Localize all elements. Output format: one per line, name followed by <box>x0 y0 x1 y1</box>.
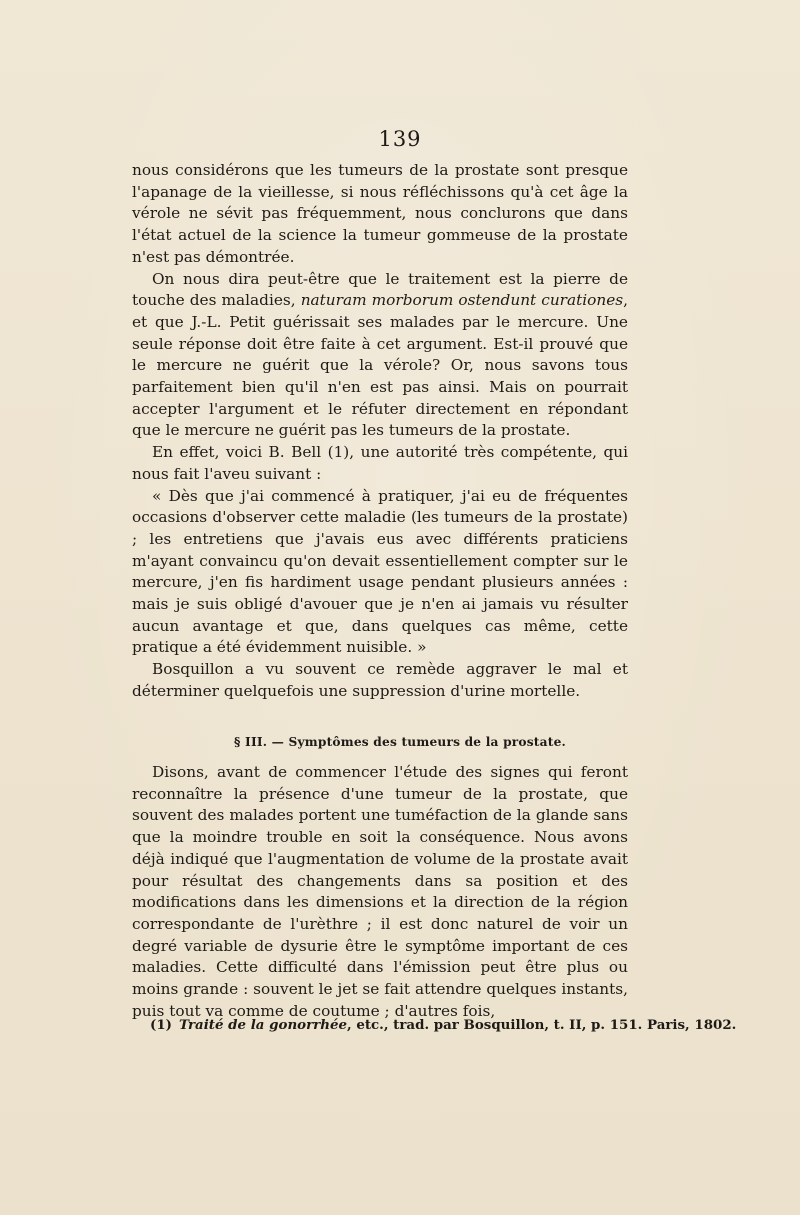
paragraph-2-start: On nous dira peut-être que le traitement est la pierre de touche des maladies, <box>132 269 628 310</box>
page-number: 139 <box>378 127 422 151</box>
footnote-title: Traité de la gonorrhée <box>179 1017 347 1033</box>
main-text-block <box>132 160 628 703</box>
section-paragraph-1: Disons, avant de commencer l'étude des signes qui feront reconnaître la présence d'une tumeur de la prostate, que souvent des malades portent une tuméfaction de la glande sans que la moindre trouble en soit la conséquence. Nous avons déjà indiqué que l'augmentation de volume de la prostate avait pour résultat des changements dans sa position et des modifications dans les dimensions et la direction de la région correspondante de l'urèthre ; il est donc naturel de voir un degré variable de dysurie être le symptôme important de ces maladies. Cette difficulté dans l'émission peut être plus ou moins grande : souvent le jet se fait attendre quelques instants, puis tout va comme de coutume ; d'autres fois, <box>132 763 628 1020</box>
paragraph-2-end: , et que J.-L. Petit guérissait ses malades par le mercure. Une seule réponse doit être faite à cet argument. Est-il prouvé que le mercure ne guérit que la vérole? Or, nous savons tous parfaitement bien qu'il n'en est pas ainsi. Mais on pourrait accepter l'argument et le réfuter directement en répondant que le mercure ne guérit pas les tumeurs de la prostate. <box>132 291 628 440</box>
footnote-reference: , etc., trad. par Bosquillon, t. II, p. 151. Paris, 1802. <box>347 1017 737 1033</box>
paragraph-4-quote: « Dès que j'ai commencé à pratiquer, j'ai eu de fréquentes occasions d'observer cette maladie (les tumeurs de la prostate) ; les entretiens que j'avais eus avec différents praticiens m'ayant convaincu qu'on devait essentiellement compter sur le mercure, j'en fis hardiment usage pendant plusieurs années : mais je suis obligé d'avouer que je n'en ai jamais vu résulter aucun avantage et que, dans quelques cas même, cette pratique a été évidemment nuisible. » <box>132 486 628 657</box>
footnote <box>150 1016 737 1034</box>
section-text-block <box>132 762 628 1022</box>
paragraph-2 <box>132 269 628 443</box>
footnote-marker: (1) <box>150 1017 172 1033</box>
section-heading: § III. — Symptômes des tumeurs de la prostate. <box>234 735 566 749</box>
latin-quote: naturam morborum ostendunt curationes <box>300 291 624 310</box>
paragraph-1: nous considérons que les tumeurs de la prostate sont presque l'apanage de la vieillesse, si nous réfléchissons qu'à cet âge la vérole ne sévit pas fréquemment, nous conclurons que dans l'état actuel de la science la tumeur gommeuse de la prostate n'est pas démontrée. <box>132 161 628 266</box>
paragraph-3: En effet, voici B. Bell (1), une autorité très compétente, qui nous fait l'aveu suivant : <box>132 443 628 483</box>
paragraph-5: Bosquillon a vu souvent ce remède aggraver le mal et déterminer quelquefois une suppression d'urine mortelle. <box>132 660 628 700</box>
